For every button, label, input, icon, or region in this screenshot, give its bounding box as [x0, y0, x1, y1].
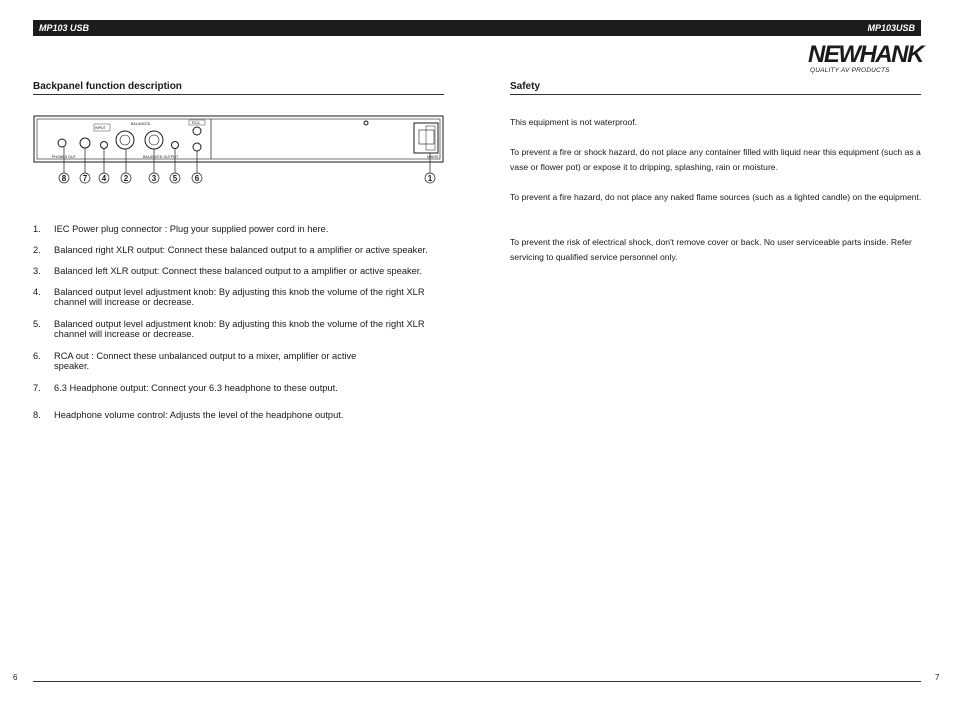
list-item-number: 5.: [33, 319, 41, 329]
label-balanced-output: BALANCED OUTPUT: [143, 155, 179, 159]
list-item-text: Balanced output level adjustment knob: By adjusting this knob the volume of the right XLR channel will increase or decrease.: [54, 319, 425, 339]
header-bar-left: [33, 20, 477, 36]
callout-label-7: 7: [82, 174, 88, 183]
list-item-number: 8.: [33, 410, 41, 420]
list-item-number: 4.: [33, 287, 41, 297]
list-item-number: 2.: [33, 245, 41, 255]
xlr-right-icon: [116, 131, 134, 149]
list-item-number: 3.: [33, 266, 41, 276]
safety-paragraph: To prevent a fire hazard, do not place any naked flame sources (such as a lighted candle) on the equipment.: [510, 192, 922, 202]
callout-label-8: 8: [61, 174, 67, 183]
list-item-text: Balanced output level adjustment knob: By adjusting this knob the volume of the right XLR channel will increase or decrease.: [54, 287, 425, 307]
backpanel-diagram: [33, 112, 445, 188]
footer-rule: [33, 681, 921, 682]
safety-paragraph: To prevent the risk of electrical shock, don't remove cover or back. No user serviceable parts inside. Refer servicing to qualified service personnel only.: [510, 237, 912, 262]
callout-label-2: 2: [123, 174, 129, 183]
list-item-number: 1.: [33, 224, 41, 234]
page-number-right: 7: [935, 673, 940, 682]
brand-logo: [808, 42, 926, 78]
list-item-text: Balanced right XLR output: Connect these balanced output to a amplifier or active speaker.: [54, 245, 428, 255]
headphone-jack-icon: [80, 138, 90, 148]
label-mains: MAINS: [427, 155, 439, 159]
list-item-text: IEC Power plug connector : Plug your supplied power cord in here.: [54, 224, 329, 234]
level-knob-right-icon: [101, 142, 108, 149]
rca-top-icon: [193, 127, 201, 135]
header-bar-right: [477, 20, 921, 36]
list-item-text: 6.3 Headphone output: Connect your 6.3 headphone to these output.: [54, 383, 338, 393]
header-title-left: MP103 USB: [39, 23, 90, 33]
list-item-text: Balanced left XLR output: Connect these balanced output to a amplifier or active speaker.: [54, 266, 422, 276]
label-phones-out: PHONES OUT: [52, 155, 76, 159]
callout-label-6: 6: [194, 174, 200, 183]
panel-outline: [34, 116, 443, 162]
callout-label-5: 5: [172, 174, 178, 183]
callout-label-3: 3: [151, 174, 157, 183]
logo-tagline: QUALITY AV PRODUCTS: [810, 67, 890, 74]
page-number-left: 6: [13, 673, 18, 682]
list-item-number: 6.: [33, 351, 41, 361]
screw-icon: [364, 121, 368, 125]
header-title-right: MP103USB: [867, 23, 915, 33]
list-item-text: Headphone volume control: Adjusts the level of the headphone output.: [54, 410, 344, 420]
safety-paragraph: This equipment is not waterproof.: [510, 117, 638, 127]
level-knob-left-icon: [172, 142, 179, 149]
label-rca: RCA: [192, 121, 200, 125]
logo-wordmark: NEWHANK: [808, 41, 923, 68]
safety-paragraph: To prevent a fire or shock hazard, do not place any container filled with liquid near this equipment (such as a vase or flower pot) or expose it to dripping, splashing, rain or moisture.: [510, 147, 921, 172]
backpanel-section-title: Backpanel function description: [33, 81, 444, 95]
panel-inner-outline: [37, 119, 440, 159]
label-input: INPUT: [95, 126, 106, 130]
list-item-text: RCA out : Connect these unbalanced output to a mixer, amplifier or active speaker.: [54, 351, 357, 371]
rca-bottom-icon: [193, 143, 201, 151]
callout-label-1: 1: [427, 174, 433, 183]
headphone-knob-icon: [58, 139, 66, 147]
list-item-number: 7.: [33, 383, 41, 393]
callout-label-4: 4: [101, 174, 107, 183]
label-balanced: BALANCED: [131, 122, 151, 126]
xlr-left-icon: [145, 131, 163, 149]
safety-section-title: Safety: [510, 81, 921, 95]
